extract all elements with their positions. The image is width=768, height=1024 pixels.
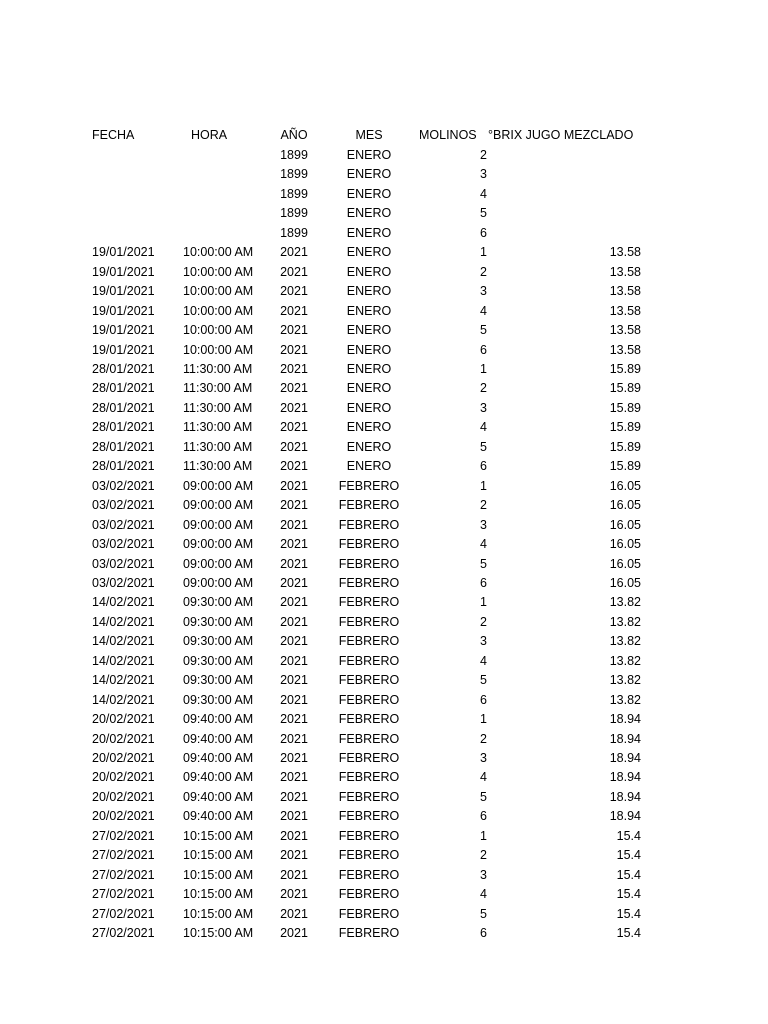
cell-brix: 16.05 — [609, 537, 641, 551]
cell-fecha: 14/02/2021 — [92, 692, 155, 707]
cell-anio: 2021 — [280, 245, 308, 260]
cell-fecha: 19/01/2021 — [92, 303, 155, 318]
cell-hora: 09:00:00 AM — [183, 575, 254, 590]
cell-anio: 2021 — [280, 575, 308, 590]
cell-brix: 16.05 — [609, 478, 641, 493]
cell-brix: 18.94 — [609, 789, 641, 804]
cell-brix: 13.82 — [609, 614, 641, 629]
cell-anio: 2021 — [280, 692, 308, 707]
cell-brix: 15.89 — [609, 400, 641, 415]
cell-hora: 10:15:00 AM — [183, 828, 254, 843]
cell-hora: 10:15:00 AM — [183, 887, 254, 902]
cell-hora — [183, 165, 269, 184]
cell-mes: ENERO — [346, 459, 392, 474]
cell-molinos: 2 — [480, 381, 487, 396]
cell-molinos: 5 — [480, 556, 487, 571]
cell-molinos: 2 — [480, 848, 487, 863]
cell-fecha: 27/02/2021 — [92, 906, 155, 921]
cell-fecha — [92, 165, 172, 184]
cell-molinos: 2 — [480, 498, 487, 513]
cell-brix: 13.82 — [609, 673, 641, 688]
table-row — [0, 438, 768, 457]
table-row — [0, 243, 768, 262]
cell-anio: 2021 — [280, 361, 308, 376]
cell-molinos: 1 — [480, 595, 487, 610]
cell-anio: 2021 — [280, 595, 308, 610]
cell-mes: ENERO — [346, 245, 392, 260]
cell-fecha: 14/02/2021 — [92, 673, 155, 688]
cell-anio: 1899 — [280, 225, 308, 240]
cell-mes: ENERO — [346, 400, 392, 415]
cell-anio: 2021 — [280, 634, 308, 649]
cell-anio: 2021 — [280, 712, 308, 726]
cell-fecha: 20/02/2021 — [92, 712, 155, 726]
table-row — [0, 652, 768, 671]
cell-brix — [560, 204, 641, 223]
cell-brix: 18.94 — [609, 770, 641, 785]
cell-mes: FEBRERO — [338, 673, 400, 688]
cell-mes: ENERO — [346, 167, 392, 182]
cell-fecha: 28/01/2021 — [92, 361, 155, 376]
cell-brix: 16.05 — [609, 556, 641, 571]
cell-fecha — [92, 204, 172, 223]
cell-fecha: 27/02/2021 — [92, 887, 155, 902]
cell-fecha: 28/01/2021 — [92, 439, 155, 454]
cell-anio: 1899 — [280, 148, 308, 162]
table-row — [0, 555, 768, 574]
cell-brix: 15.89 — [609, 361, 641, 376]
header-hora: HORA — [190, 128, 228, 142]
cell-anio: 2021 — [280, 323, 308, 337]
cell-anio: 2021 — [280, 517, 308, 532]
cell-brix: 13.82 — [609, 692, 641, 707]
cell-molinos: 1 — [480, 361, 487, 376]
header-row — [0, 126, 768, 145]
cell-hora: 11:30:00 AM — [183, 459, 253, 474]
cell-fecha: 19/01/2021 — [92, 245, 155, 260]
cell-mes: ENERO — [346, 148, 392, 162]
cell-fecha: 03/02/2021 — [92, 517, 155, 532]
cell-molinos: 3 — [480, 634, 487, 649]
cell-mes: FEBRERO — [338, 556, 400, 571]
cell-anio: 2021 — [280, 537, 308, 551]
cell-brix: 16.05 — [609, 575, 641, 590]
cell-brix: 15.89 — [609, 439, 641, 454]
cell-anio: 2021 — [280, 867, 308, 882]
table-row — [0, 282, 768, 301]
cell-brix: 18.94 — [609, 750, 641, 765]
cell-anio: 1899 — [280, 167, 308, 182]
table-row — [0, 535, 768, 554]
header-anio: AÑO — [280, 128, 308, 142]
cell-brix: 13.58 — [609, 303, 641, 318]
cell-fecha: 03/02/2021 — [92, 575, 155, 590]
cell-hora — [183, 146, 269, 165]
cell-mes: ENERO — [346, 420, 392, 435]
cell-brix: 13.82 — [609, 595, 641, 610]
cell-mes: FEBRERO — [338, 750, 400, 765]
table-row — [0, 827, 768, 846]
cell-brix: 16.05 — [609, 517, 641, 532]
cell-fecha: 19/01/2021 — [92, 264, 155, 279]
cell-anio: 2021 — [280, 342, 308, 357]
cell-mes: ENERO — [346, 439, 392, 454]
cell-brix: 16.05 — [609, 498, 641, 513]
cell-mes: ENERO — [346, 225, 392, 240]
table-row — [0, 224, 768, 243]
cell-brix: 15.4 — [616, 926, 641, 940]
cell-anio: 2021 — [280, 420, 308, 435]
cell-molinos: 5 — [480, 323, 487, 337]
cell-molinos: 6 — [480, 809, 487, 824]
cell-molinos: 5 — [480, 906, 487, 921]
cell-mes: FEBRERO — [338, 498, 400, 513]
cell-brix — [560, 224, 641, 243]
cell-fecha: 03/02/2021 — [92, 556, 155, 571]
cell-hora: 09:40:00 AM — [183, 809, 254, 824]
cell-fecha: 27/02/2021 — [92, 828, 155, 843]
header-mes: MES — [355, 128, 383, 142]
cell-molinos: 4 — [480, 653, 487, 668]
cell-mes: FEBRERO — [338, 614, 400, 629]
cell-hora: 10:00:00 AM — [183, 303, 254, 318]
cell-mes: FEBRERO — [338, 595, 400, 610]
cell-anio: 2021 — [280, 303, 308, 318]
cell-hora: 09:00:00 AM — [183, 537, 254, 551]
cell-anio: 2021 — [280, 439, 308, 454]
cell-anio: 2021 — [280, 887, 308, 902]
cell-brix: 15.89 — [609, 459, 641, 474]
cell-molinos: 3 — [480, 167, 487, 182]
table-row — [0, 671, 768, 690]
cell-mes: FEBRERO — [338, 731, 400, 746]
cell-fecha: 03/02/2021 — [92, 478, 155, 493]
cell-molinos: 4 — [480, 770, 487, 785]
cell-hora: 09:00:00 AM — [183, 517, 254, 532]
cell-anio: 2021 — [280, 673, 308, 688]
cell-molinos: 3 — [480, 867, 487, 882]
cell-brix: 18.94 — [609, 712, 641, 726]
cell-hora: 11:30:00 AM — [183, 361, 253, 376]
table-row — [0, 496, 768, 515]
cell-brix: 18.94 — [609, 731, 641, 746]
cell-anio: 2021 — [280, 284, 308, 299]
cell-mes: ENERO — [346, 323, 392, 337]
table-row — [0, 574, 768, 593]
table-row — [0, 516, 768, 535]
cell-anio: 2021 — [280, 731, 308, 746]
cell-brix: 18.94 — [609, 809, 641, 824]
table-row — [0, 146, 768, 165]
cell-mes: FEBRERO — [338, 828, 400, 843]
cell-fecha: 14/02/2021 — [92, 653, 155, 668]
cell-mes: ENERO — [346, 264, 392, 279]
cell-brix: 13.82 — [609, 653, 641, 668]
table-row — [0, 866, 768, 885]
cell-mes: FEBRERO — [338, 692, 400, 707]
cell-mes: ENERO — [346, 361, 392, 376]
cell-anio: 2021 — [280, 906, 308, 921]
table-row — [0, 204, 768, 223]
table-row — [0, 418, 768, 437]
cell-fecha — [92, 146, 172, 165]
cell-anio: 2021 — [280, 400, 308, 415]
cell-mes: FEBRERO — [338, 926, 400, 940]
cell-anio: 2021 — [280, 750, 308, 765]
cell-hora: 10:00:00 AM — [183, 245, 254, 260]
cell-hora: 10:15:00 AM — [183, 848, 254, 863]
cell-hora: 11:30:00 AM — [183, 400, 253, 415]
cell-anio: 2021 — [280, 381, 308, 396]
cell-mes: FEBRERO — [338, 848, 400, 863]
cell-hora — [183, 204, 269, 223]
cell-molinos: 1 — [480, 245, 487, 260]
cell-brix — [560, 165, 641, 184]
table-row — [0, 321, 768, 340]
cell-mes: FEBRERO — [338, 867, 400, 882]
cell-molinos: 6 — [480, 342, 487, 357]
cell-brix: 13.58 — [609, 284, 641, 299]
cell-molinos: 2 — [480, 264, 487, 279]
cell-hora — [183, 185, 269, 204]
cell-hora: 09:40:00 AM — [183, 750, 254, 765]
cell-fecha: 28/01/2021 — [92, 381, 155, 396]
cell-hora: 11:30:00 AM — [183, 439, 253, 454]
cell-molinos: 6 — [480, 225, 487, 240]
table-row — [0, 165, 768, 184]
table-row — [0, 924, 768, 943]
cell-fecha: 03/02/2021 — [92, 498, 155, 513]
cell-mes: FEBRERO — [338, 906, 400, 921]
cell-hora: 09:30:00 AM — [183, 692, 254, 707]
cell-hora: 09:00:00 AM — [183, 556, 254, 571]
cell-hora — [183, 224, 269, 243]
cell-molinos: 2 — [480, 731, 487, 746]
cell-molinos: 5 — [480, 673, 487, 688]
cell-molinos: 3 — [480, 284, 487, 299]
cell-molinos: 6 — [480, 926, 487, 940]
cell-hora: 09:30:00 AM — [183, 634, 254, 649]
cell-molinos: 4 — [480, 887, 487, 902]
cell-molinos: 1 — [480, 712, 487, 726]
table-row — [0, 632, 768, 651]
cell-hora: 10:15:00 AM — [183, 867, 254, 882]
cell-molinos: 1 — [480, 828, 487, 843]
cell-fecha: 14/02/2021 — [92, 634, 155, 649]
table-row — [0, 360, 768, 379]
cell-hora: 11:30:00 AM — [183, 420, 253, 435]
table-row — [0, 263, 768, 282]
cell-molinos: 4 — [480, 537, 487, 551]
cell-anio: 2021 — [280, 770, 308, 785]
table-row — [0, 905, 768, 924]
cell-brix: 13.82 — [609, 634, 641, 649]
cell-mes: FEBRERO — [338, 575, 400, 590]
cell-molinos: 5 — [480, 439, 487, 454]
cell-hora: 10:15:00 AM — [183, 906, 254, 921]
cell-brix: 15.4 — [616, 848, 641, 863]
cell-fecha: 20/02/2021 — [92, 750, 155, 765]
cell-hora: 09:00:00 AM — [183, 478, 254, 493]
cell-mes: ENERO — [346, 342, 392, 357]
cell-anio: 2021 — [280, 926, 308, 940]
table-row — [0, 846, 768, 865]
cell-fecha: 28/01/2021 — [92, 459, 155, 474]
table-row — [0, 185, 768, 204]
cell-brix: 15.89 — [609, 420, 641, 435]
cell-brix: 13.58 — [609, 264, 641, 279]
cell-anio: 2021 — [280, 828, 308, 843]
cell-molinos: 3 — [480, 400, 487, 415]
cell-brix: 15.89 — [609, 381, 641, 396]
cell-anio: 2021 — [280, 848, 308, 863]
cell-hora: 11:30:00 AM — [183, 381, 253, 396]
cell-anio: 2021 — [280, 556, 308, 571]
table-row — [0, 807, 768, 826]
cell-fecha: 20/02/2021 — [92, 731, 155, 746]
cell-anio: 2021 — [280, 459, 308, 474]
cell-fecha — [92, 185, 172, 204]
table-row — [0, 399, 768, 418]
cell-mes: ENERO — [346, 206, 392, 221]
cell-fecha: 28/01/2021 — [92, 400, 155, 415]
cell-fecha: 27/02/2021 — [92, 848, 155, 863]
cell-molinos: 3 — [480, 517, 487, 532]
table-row — [0, 341, 768, 360]
cell-fecha: 20/02/2021 — [92, 809, 155, 824]
cell-anio: 1899 — [280, 186, 308, 201]
cell-hora: 10:00:00 AM — [183, 264, 254, 279]
cell-brix: 13.58 — [609, 245, 641, 260]
cell-molinos: 2 — [480, 148, 487, 162]
cell-fecha: 14/02/2021 — [92, 614, 155, 629]
cell-mes: FEBRERO — [338, 712, 400, 726]
cell-fecha: 19/01/2021 — [92, 342, 155, 357]
cell-hora: 09:40:00 AM — [183, 712, 254, 726]
table-row — [0, 730, 768, 749]
cell-mes: FEBRERO — [338, 537, 400, 551]
cell-mes: FEBRERO — [338, 478, 400, 493]
cell-mes: FEBRERO — [338, 517, 400, 532]
cell-fecha: 14/02/2021 — [92, 595, 155, 610]
cell-brix — [560, 185, 641, 204]
cell-brix: 15.4 — [616, 906, 641, 921]
table-row — [0, 613, 768, 632]
table-row — [0, 885, 768, 904]
cell-molinos: 6 — [480, 459, 487, 474]
cell-hora: 09:00:00 AM — [183, 498, 254, 513]
cell-anio: 2021 — [280, 264, 308, 279]
cell-mes: ENERO — [346, 381, 392, 396]
cell-anio: 2021 — [280, 653, 308, 668]
cell-hora: 09:30:00 AM — [183, 653, 254, 668]
cell-fecha: 27/02/2021 — [92, 926, 155, 940]
cell-hora: 09:30:00 AM — [183, 673, 254, 688]
cell-molinos: 6 — [480, 575, 487, 590]
cell-molinos: 1 — [480, 478, 487, 493]
table-row — [0, 379, 768, 398]
cell-molinos: 4 — [480, 303, 487, 318]
cell-anio: 2021 — [280, 809, 308, 824]
cell-brix: 15.4 — [616, 867, 641, 882]
cell-fecha: 03/02/2021 — [92, 537, 155, 551]
cell-mes: FEBRERO — [338, 809, 400, 824]
cell-molinos: 6 — [480, 692, 487, 707]
cell-anio: 2021 — [280, 789, 308, 804]
cell-mes: FEBRERO — [338, 634, 400, 649]
table-row — [0, 749, 768, 768]
cell-brix: 13.58 — [609, 342, 641, 357]
header-brix: °BRIX JUGO MEZCLADO — [488, 128, 634, 142]
cell-hora: 09:40:00 AM — [183, 789, 254, 804]
cell-hora: 09:30:00 AM — [183, 614, 254, 629]
cell-molinos: 5 — [480, 206, 487, 221]
cell-mes: ENERO — [346, 303, 392, 318]
cell-fecha: 19/01/2021 — [92, 323, 155, 337]
cell-hora: 10:00:00 AM — [183, 342, 254, 357]
cell-mes: FEBRERO — [338, 789, 400, 804]
cell-hora: 10:15:00 AM — [183, 926, 254, 940]
cell-hora: 10:00:00 AM — [183, 323, 254, 337]
cell-fecha — [92, 224, 172, 243]
cell-brix — [560, 146, 641, 165]
cell-hora: 09:30:00 AM — [183, 595, 254, 610]
table-row — [0, 768, 768, 787]
table-row — [0, 593, 768, 612]
cell-fecha: 20/02/2021 — [92, 789, 155, 804]
cell-molinos: 2 — [480, 614, 487, 629]
cell-molinos: 4 — [480, 186, 487, 201]
cell-mes: FEBRERO — [338, 653, 400, 668]
cell-hora: 09:40:00 AM — [183, 731, 254, 746]
cell-anio: 2021 — [280, 478, 308, 493]
header-molinos: MOLINOS — [419, 128, 477, 142]
table-row — [0, 302, 768, 321]
cell-fecha: 27/02/2021 — [92, 867, 155, 882]
table-row — [0, 457, 768, 476]
cell-hora: 09:40:00 AM — [183, 770, 254, 785]
cell-brix: 15.4 — [616, 887, 641, 902]
cell-mes: FEBRERO — [338, 887, 400, 902]
cell-mes: ENERO — [346, 284, 392, 299]
cell-anio: 2021 — [280, 614, 308, 629]
cell-anio: 2021 — [280, 498, 308, 513]
table-row — [0, 691, 768, 710]
table-row — [0, 477, 768, 496]
cell-molinos: 5 — [480, 789, 487, 804]
cell-fecha: 28/01/2021 — [92, 420, 155, 435]
cell-brix: 15.4 — [616, 828, 641, 843]
cell-mes: ENERO — [346, 186, 392, 201]
cell-anio: 1899 — [280, 206, 308, 221]
cell-hora: 10:00:00 AM — [183, 284, 254, 299]
cell-mes: FEBRERO — [338, 770, 400, 785]
cell-fecha: 19/01/2021 — [92, 284, 155, 299]
header-fecha: FECHA — [92, 128, 135, 142]
table-row — [0, 710, 768, 729]
cell-brix: 13.58 — [609, 323, 641, 337]
table-row — [0, 788, 768, 807]
cell-fecha: 20/02/2021 — [92, 770, 155, 785]
cell-molinos: 4 — [480, 420, 487, 435]
cell-molinos: 3 — [480, 750, 487, 765]
